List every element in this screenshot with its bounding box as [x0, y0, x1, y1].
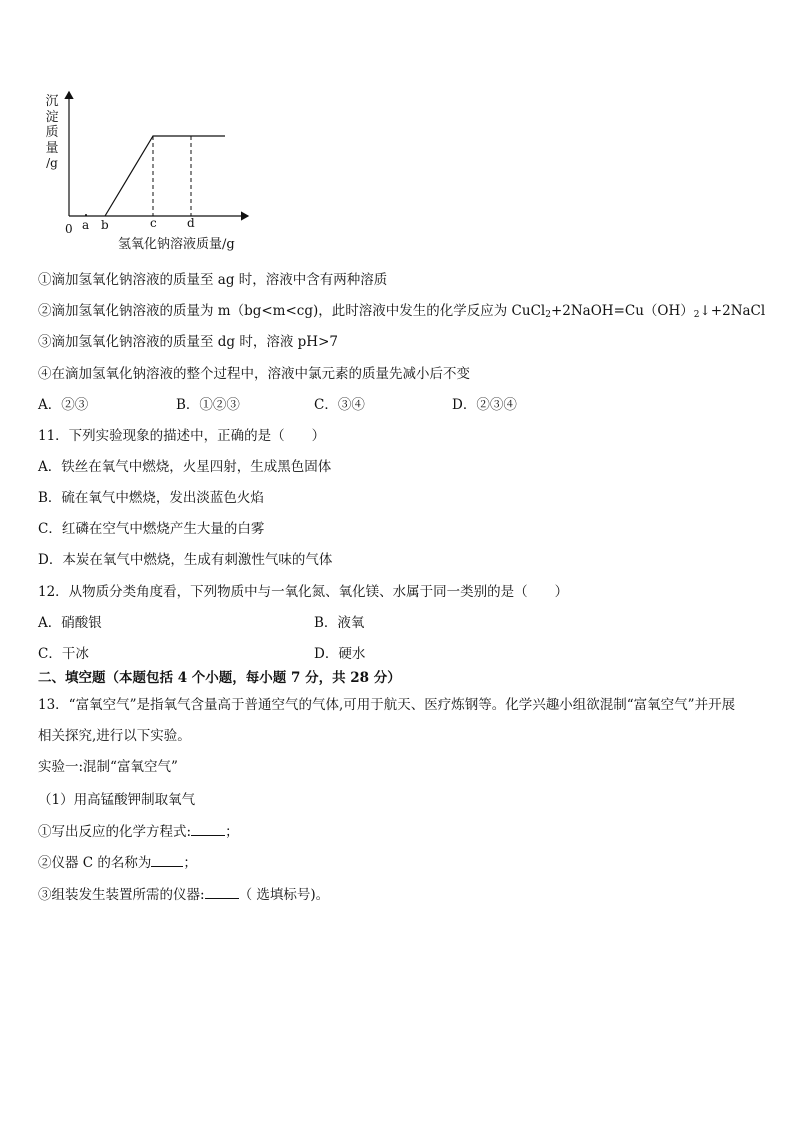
q11-option-a[interactable]: A．铁丝在氧气中燃烧，火星四射，生成黑色固体 — [38, 459, 332, 475]
precipitate-mass-graph — [38, 88, 278, 258]
q12-option-c[interactable]: C．干冰 — [38, 646, 89, 662]
q10-statement-1: ①滴加氢氧化钠溶液的质量至 ag 时，溶液中含有两种溶质 — [38, 272, 388, 288]
q10-statement-4: ④在滴加氢氧化钠溶液的整个过程中，溶液中氯元素的质量先减小后不变 — [38, 366, 470, 382]
q11-stem: 11．下列实验现象的描述中，正确的是（ ） — [38, 428, 326, 444]
answer-blank-2[interactable] — [151, 852, 183, 867]
q12-option-b[interactable]: B．液氧 — [314, 615, 365, 631]
tick-label-c: c — [150, 216, 157, 230]
answer-blank-3[interactable] — [205, 884, 239, 899]
q13-item-2: ②仪器 C 的名称为 ； — [38, 852, 197, 873]
q11-option-c[interactable]: C．红磷在空气中燃烧产生大量的白雾 — [38, 521, 265, 537]
q10-statement-3: ③滴加氢氧化钠溶液的质量至 dg 时，溶液 pH>7 — [38, 334, 338, 350]
x-axis-label: 氢氧化钠溶液质量/g — [118, 237, 235, 252]
origin-label: 0 — [65, 222, 73, 236]
q13-subquestion-1: （1）用高锰酸钾制取氧气 — [38, 792, 196, 808]
q13-item-1: ①写出反应的化学方程式: ； — [38, 821, 239, 842]
q10-statement-2: ②滴加氢氧化钠溶液的质量为 m（bg<m<cg)，此时溶液中发生的化学反应为 $CuCl_2+2NaOH=Cu(OH)_2↓+2NaCl$ — [38, 303, 766, 320]
q13-stem-line-2: 相关探究,进行以下实验。 — [38, 728, 191, 744]
q11-option-d[interactable]: D．本炭在氧气中燃烧，生成有刺激性气味的气体 — [38, 552, 333, 568]
q12-option-a[interactable]: A．硝酸银 — [38, 615, 102, 631]
y-axis-unit: /g — [46, 156, 58, 170]
tick-label-d: d — [187, 216, 195, 230]
answer-blank-1[interactable] — [191, 821, 225, 836]
q12-stem: 12．从物质分类角度看，下列物质中与一氧化氮、氧化镁、水属于同一类别的是（ ） — [38, 584, 569, 600]
precipitate-curve — [105, 136, 225, 216]
q13-stem-line-1: 13．“富氧空气”是指氧气含量高于普通空气的气体,可用于航天、医疗炼钢等。化学兴趣小组欲混制“富氧空气”并开展 — [38, 697, 736, 713]
q12-option-d[interactable]: D．硬水 — [314, 646, 366, 662]
q13-item-3: ③组装发生装置所需的仪器: （ 选填标号)。 — [38, 884, 329, 905]
q11-option-b[interactable]: B．硫在氧气中燃烧，发出淡蓝色火焰 — [38, 490, 264, 506]
tick-label-b: b — [101, 218, 109, 232]
section-title: 二、填空题（本题包括 4 个小题，每小题 7 分，共 28 分） — [38, 670, 401, 686]
q10-option-a[interactable]: A．②③ — [38, 397, 89, 413]
y-axis-label: 沉 淀 质 量 /g — [45, 94, 59, 170]
q13-experiment-1-title: 实验一:混制“富氧空气” — [38, 759, 178, 775]
tick-label-a: a — [82, 218, 90, 232]
q10-option-b[interactable]: B．①②③ — [176, 397, 240, 413]
q10-option-d[interactable]: D．②③④ — [452, 397, 517, 413]
q10-option-c[interactable]: C．③④ — [314, 397, 365, 413]
point-a-dot — [85, 214, 87, 216]
